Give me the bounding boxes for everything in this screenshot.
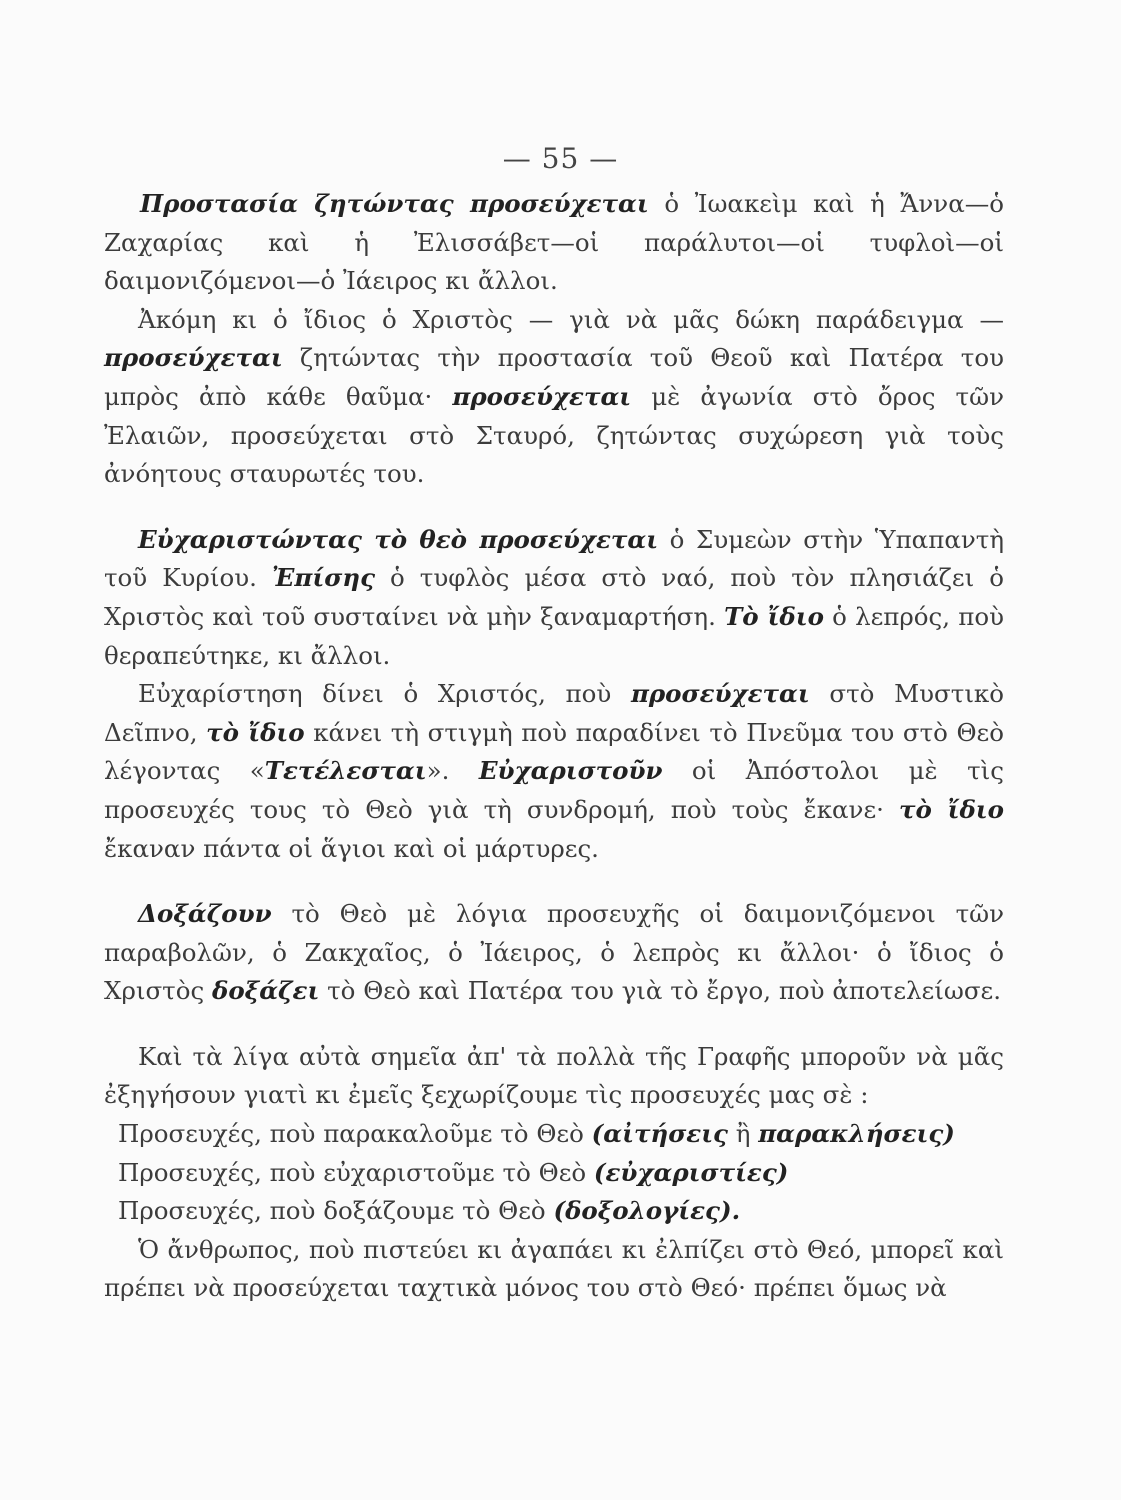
list-item xyxy=(104,1115,1004,1154)
body-text: ». xyxy=(426,756,479,786)
body-text: μὲ ἀγωνία στὸ ὄρος τῶν Ἐλαιῶν, προσεύχεται στὸ Σταυρό, ζητώντας συχώρεση γιὰ τοὺς ἀνόητους σταυρωτές του. xyxy=(104,381,1004,489)
body-text: Εὐχαρίστηση δίνει ὁ Χριστός, ποὺ xyxy=(138,679,631,709)
list-item xyxy=(104,1192,1004,1231)
emphasis-text: Εὐχαριστώντας τὸ θεὸ προσεύχεται xyxy=(138,524,659,554)
paragraph-gap xyxy=(104,1011,1004,1038)
paragraph-christ-prays xyxy=(104,301,1004,494)
paragraph-gap xyxy=(104,494,1004,521)
body-text: Ὁ ἄνθρωπος, ποὺ πιστεύει κι ἀγαπάει κι ἐλπίζει στὸ Θεό, μπορεῖ καὶ πρέπει νὰ προσεύχεται ταχτικὰ μόνος του στὸ Θεό· πρέπει ὅμως νὰ xyxy=(104,1234,1004,1303)
emphasis-text: Τετέλεσται xyxy=(264,756,427,786)
body-text: ἔκαναν πάντα οἱ ἅγιοι καὶ οἱ μάρτυρες. xyxy=(104,833,599,863)
body-text: ὁ Συμεὼν στὴν Ὑπαπαντὴ τοῦ Κυρίου. xyxy=(104,524,1004,593)
paragraph-protection xyxy=(104,185,1004,301)
emphasis-text: Προστασία ζητώντας προσεύχεται xyxy=(140,189,649,218)
body-text: ὁ λεπρός, ποὺ θεραπεύτηκε, κι ἄλλοι. xyxy=(104,601,1004,670)
emphasis-text: (αἰτήσεις xyxy=(591,1119,728,1149)
body-text: τὸ Θεὸ καὶ Πατέρα του γιὰ τὸ ἔργο, ποὺ ἀποτελείωσε. xyxy=(319,976,1002,1006)
page-number: — 55 — xyxy=(502,142,619,175)
paragraph-final xyxy=(104,1231,1004,1308)
body-text: ὁ τυφλὸς μέσα στὸ ναό, ποὺ τὸν πλησιάζει ὁ Χριστὸς καὶ τοῦ συσταίνει νὰ μὴν ξαναμαρτήση. xyxy=(104,563,1004,631)
body-text: Προσευχές, ποὺ εὐχαριστοῦμε τὸ Θεὸ xyxy=(118,1157,594,1187)
emphasis-text: τὸ ἴδιο xyxy=(898,794,1004,824)
emphasis-text: προσεύχεται xyxy=(452,381,632,411)
emphasis-text: Δοξάζουν xyxy=(138,899,272,929)
prayer-types-list xyxy=(104,1115,1004,1231)
emphasis-text: Εὐχαριστοῦν xyxy=(478,756,663,786)
body-text: τὸ Θεὸ μὲ λόγια προσευχῆς οἱ δαιμονιζόμενοι τῶν παραβολῶν, ὁ Ζακχαῖος, ὁ Ἰάειρος, ὁ λεπρὸς κι ἄλλοι· ὁ ἴδιος ὁ Χριστὸς xyxy=(104,899,1004,1006)
body-text: οἱ Ἀπόστολοι μὲ τὶς προσευχές τους τὸ Θεὸ γιὰ τὴ συνδρομή, ποὺ τοὺς ἔκανε· xyxy=(104,756,1004,824)
body-text: ὁ Ἰωακεὶμ καὶ ἡ Ἄννα—ὁ Ζαχαρίας καὶ ἡ Ἐλισσάβετ—οἱ παράλυτοι—οἱ τυφλοὶ—οἱ δαιμονιζόμενοι—ὁ Ἰάειρος κι ἄλλοι. xyxy=(104,189,1004,296)
emphasis-text: προσεύχεται xyxy=(630,679,810,709)
body-text: Προσευχές, ποὺ δοξάζουμε τὸ Θεὸ xyxy=(118,1196,554,1226)
body-text: κάνει τὴ στιγμὴ ποὺ παραδίνει τὸ Πνεῦμα του στὸ Θεὸ λέγοντας « xyxy=(104,717,1004,786)
body-text: ζητώντας τὴν προστασία τοῦ Θεοῦ καὶ Πατέρα του μπρὸς ἀπὸ κάθε θαῦμα· xyxy=(104,343,1004,411)
emphasis-text: (εὐχαριστίες) xyxy=(593,1157,789,1187)
emphasis-text: (δοξολογίες). xyxy=(553,1196,741,1226)
paragraph-glorify xyxy=(104,895,1004,1011)
paragraph-gap xyxy=(104,868,1004,895)
emphasis-text: δοξάζει xyxy=(212,976,320,1006)
emphasis-text: Τὸ ἴδιο xyxy=(724,601,824,631)
paragraph-christ-thanks xyxy=(104,675,1004,868)
body-text: Προσευχές, ποὺ παρακαλοῦμε τὸ Θεὸ xyxy=(118,1119,592,1149)
emphasis-text: παρακλήσεις) xyxy=(758,1119,955,1149)
emphasis-text: Ἐπίσης xyxy=(271,563,375,593)
body-text: στὸ Μυστικὸ Δεῖπνο, xyxy=(104,679,1004,747)
body-text: Καὶ τὰ λίγα αὐτὰ σημεῖα ἀπ' τὰ πολλὰ τῆς Γραφῆς μποροῦν νὰ μᾶς ἐξηγήσουν γιατὶ κι ἐμεῖς ξεχωρίζουμε τὶς προσευχές μας σὲ : xyxy=(104,1041,1004,1110)
paragraph-summary xyxy=(104,1038,1004,1115)
emphasis-text: τὸ ἴδιο xyxy=(206,717,305,747)
page-body xyxy=(104,185,1004,1308)
body-text: Ἀκόμη κι ὁ ἴδιος ὁ Χριστὸς — γιὰ νὰ μᾶς δώκη παράδειγμα — xyxy=(138,304,1004,334)
list-item xyxy=(104,1154,1004,1193)
emphasis-text: προσεύχεται xyxy=(104,343,283,373)
paragraph-thanksgiving xyxy=(104,521,1004,675)
body-text: ἢ xyxy=(727,1119,759,1149)
